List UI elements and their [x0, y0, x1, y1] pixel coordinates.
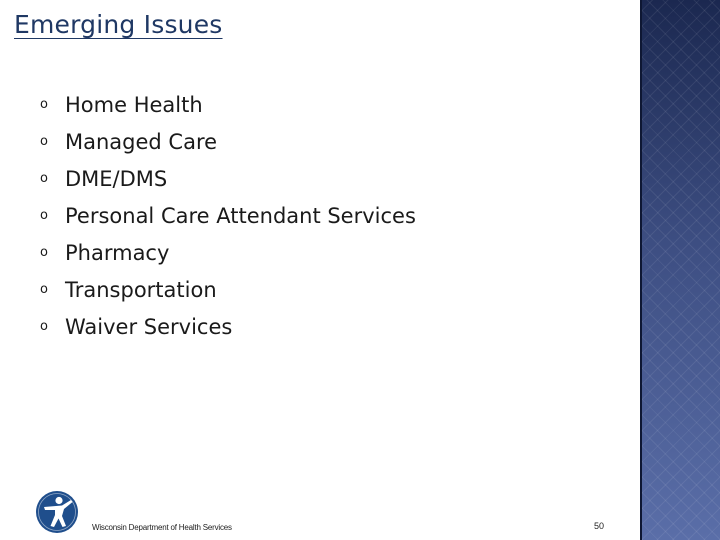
slide-title: Emerging Issues	[14, 10, 223, 39]
list-item-label: DME/DMS	[65, 166, 168, 191]
list-item	[40, 123, 416, 160]
list-item	[40, 271, 416, 308]
bullet-marker-icon: o	[40, 97, 48, 112]
decorative-side-panel	[642, 0, 720, 540]
dhs-person-logo-icon	[35, 490, 79, 534]
bullet-marker-icon: o	[40, 134, 48, 149]
list-item	[40, 234, 416, 271]
bullet-marker-icon: o	[40, 282, 48, 297]
bullet-marker-icon: o	[40, 245, 48, 260]
list-item-label: Managed Care	[65, 129, 218, 154]
list-item-label: Home Health	[65, 92, 203, 117]
list-item-label: Transportation	[65, 277, 217, 302]
footer-organization: Wisconsin Department of Health Services	[92, 523, 232, 532]
list-item	[40, 160, 416, 197]
bullet-list	[40, 86, 416, 345]
list-item	[40, 197, 416, 234]
page-number: 50	[594, 521, 605, 531]
bullet-marker-icon: o	[40, 208, 48, 223]
bullet-marker-icon: o	[40, 319, 48, 334]
list-item	[40, 308, 416, 345]
list-item-label: Pharmacy	[65, 240, 170, 265]
bullet-marker-icon: o	[40, 171, 48, 186]
list-item-label: Personal Care Attendant Services	[65, 203, 416, 228]
list-item	[40, 86, 416, 123]
list-item-label: Waiver Services	[65, 314, 233, 339]
